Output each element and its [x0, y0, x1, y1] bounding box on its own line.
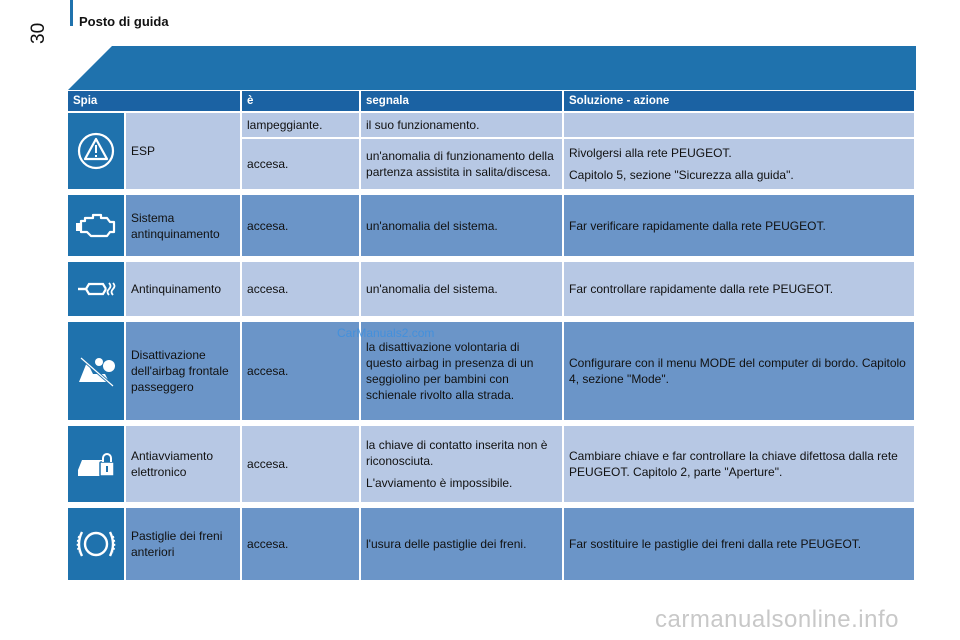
- light-name: Disattivazione dell'airbag frontale passeggero: [126, 322, 242, 422]
- light-solution: Cambiare chiave e far controllare la chiave difettosa dalla rete PEUGEOT. Capitolo 2, parte "Aperture".: [564, 426, 916, 504]
- footer-watermark: carmanualsonline.info: [655, 606, 899, 633]
- table-row: [68, 195, 916, 258]
- column-header-spia: Spia: [68, 91, 242, 113]
- warning-triangle-icon: [68, 113, 126, 191]
- immobilizer-icon: [68, 426, 126, 504]
- table-header-row: [68, 91, 916, 113]
- light-state: accesa.: [242, 426, 361, 504]
- table-row: [68, 508, 916, 582]
- column-header-state: è: [242, 91, 361, 113]
- section-marker: [70, 0, 73, 26]
- light-state: accesa.: [242, 262, 361, 318]
- light-solution: [564, 113, 916, 139]
- column-header-solution: Soluzione - azione: [564, 91, 916, 113]
- light-state: accesa.: [242, 322, 361, 422]
- light-name: Antiavviamento elettronico: [126, 426, 242, 504]
- light-state: accesa.: [242, 139, 361, 191]
- column-header-signal: segnala: [361, 91, 564, 113]
- light-signal: la chiave di contatto inserita non è riconosciuta. L'avviamento è impossibile.: [361, 426, 564, 504]
- light-solution: Far verificare rapidamente dalla rete PEUGEOT.: [564, 195, 916, 258]
- table-row: [68, 426, 916, 504]
- table-row: [68, 262, 916, 318]
- light-solution: Configurare con il menu MODE del computer di bordo. Capitolo 4, sezione "Mode".: [564, 322, 916, 422]
- light-signal: il suo funzionamento.: [361, 113, 564, 139]
- exhaust-icon: [68, 262, 126, 318]
- airbag-off-icon: [68, 322, 126, 422]
- light-signal: un'anomalia di funzionamento della partenza assistita in salita/discesa.: [361, 139, 564, 191]
- watermark: CarManuals2.com: [337, 326, 435, 340]
- light-name: Pastiglie dei freni anteriori: [126, 508, 242, 582]
- section-title: Posto di guida: [79, 14, 169, 29]
- light-signal: la disattivazione volontaria di questo airbag in presenza di un seggiolino per bambini con schienale rivolto alla strada.: [361, 322, 564, 422]
- light-state: lampeggiante.: [242, 113, 361, 139]
- header-banner: [68, 46, 916, 90]
- light-state: accesa.: [242, 195, 361, 258]
- light-solution: Far controllare rapidamente dalla rete PEUGEOT.: [564, 262, 916, 318]
- light-signal: un'anomalia del sistema.: [361, 195, 564, 258]
- light-solution: Rivolgersi alla rete PEUGEOT. Capitolo 5, sezione "Sicurezza alla guida".: [564, 139, 916, 191]
- light-name: Sistema antinquinamento: [126, 195, 242, 258]
- page-number: 30: [28, 22, 49, 44]
- light-signal: l'usura delle pastiglie dei freni.: [361, 508, 564, 582]
- engine-icon: [68, 195, 126, 258]
- table-row: [68, 322, 916, 422]
- light-name: Antinquinamento: [126, 262, 242, 318]
- light-state: accesa.: [242, 508, 361, 582]
- light-solution: Far sostituire le pastiglie dei freni dalla rete PEUGEOT.: [564, 508, 916, 582]
- warning-lights-table: [68, 91, 916, 582]
- light-signal: un'anomalia del sistema.: [361, 262, 564, 318]
- brake-pads-icon: [68, 508, 126, 582]
- table-row: [68, 113, 916, 139]
- light-name: ESP: [126, 113, 242, 191]
